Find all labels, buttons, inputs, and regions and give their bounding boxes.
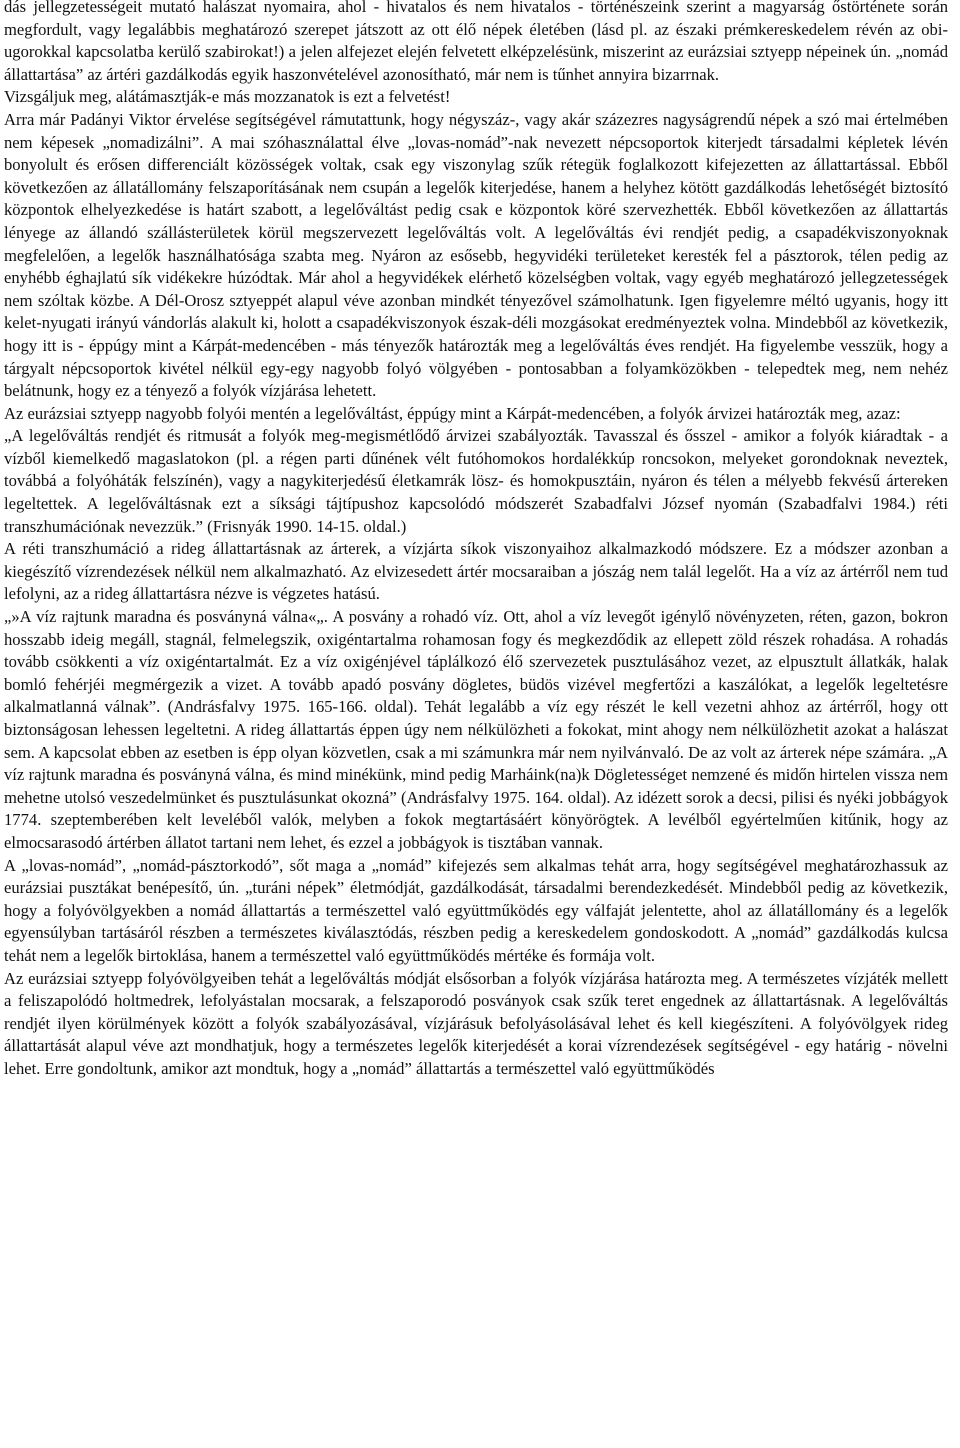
paragraph-3: Arra már Padányi Viktor érvelése segítségével rámutattunk, hogy négyszáz-, vagy akár százezres nagyságrendű népek a szó mai értelmében nem képesek „nomadizálni”. A mai szóhasználattal élve „lovas-nomád”-nak nevezett népcsoportok kiterjedt társadalmi képletek lévén bonyolult és erősen differenciált közösségek voltak, csak egy viszonylag szűk rétegük foglalkozott kifejezetten az állattartással. Ebből következően az állatállomány felszaporításának nem csupán a legelők kiterjedése, hanem a helyhez kötött gazdálkodás lehetőségét biztosító központok elhelyezkedése is határt szabott, a legelőváltást pedig csak e központok köré szervezhették. Ebből következően az állattartás lényege az állandó szállásterületek körül megszervezett legelőváltás volt. A legelőváltás évi rendjét pedig, a csapadékviszonyoknak megfelelően, a legelők használhatósága szabta meg. Nyáron az esősebb, hegyvidéki területeket keresték fel a pásztorok, télen pedig az enyhébb éghajlatú sík vidékekre húzódtak. Már ahol a hegyvidékek elérhető közelségben voltak, vagy egyéb meghatározó jellegzetességek nem szóltak közbe. A Dél-Orosz sztyeppét alapul véve azonban mindkét tényezővel számolhatunk. Igen figyelemre méltó ugyanis, hogy itt kelet-nyugati irányú vándorlás alakult ki, holott a csapadékviszonyok észak-déli mozgásokat eredményeztek volna. Mindebből az következik, hogy itt is - éppúgy mint a Kárpát-medencében - más tényezők határozták meg a legelőváltás éves rendjét. Ha figyelembe vesszük, hogy a tárgyalt népcsoportok kivétel nélkül egy-egy nagyobb folyó völgyében - pontosabban a folyamközökben - telepedtek meg, nem nehéz belátnunk, hogy ez a tényező a folyók vízjárása lehetett. (4, 109, 948, 401)
paragraph-1: dás jellegzetességeit mutató halászat nyomaira, ahol - hivatalos és nem hivatalos - történészeink szerint a magyarság őstörténete során megfordult, vagy legalábbis meghatározó szerepet játszott az ott élő népek életében (lásd pl. az északi prémkereskedelem révén az obi-ugorokkal kapcsolatba kerülő szabirokat!) a jelen alfejezet elején felvetett elképzelésünk, miszerint az eurázsiai sztyepp népeinek ún. „nomád állattartása” az ártéri gazdálkodás egyik haszonvételével azonosítható, már nem is tűnhet annyira bizarrnak. (4, 0, 948, 84)
paragraph-2: Vizsgáljuk meg, alátámasztják-e más mozzanatok is ezt a felvetést! (4, 87, 451, 107)
quote-paragraph: „A legelőváltás rendjét és ritmusát a folyók meg-megismétlődő árvizei szabályozták. Tavasszal és ősszel - amikor a folyók kiáradtak - a vízből kiemelkedő magaslatokon (pl. a régen parti dűnének vélt futóhomokos hordalékkúp roncsokon, melyeket gorondoknak neveztek, továbbá a folyóháták felszínén), vagy a nagykiterjedésű életkamrák lösz- és homokpusztáin, nyáron és télen a mélyebb fekvésű ártereken legeltettek. A legelőváltásnak ezt a síksági tájtípushoz kapcsolódó módszerét Szabadfalvi József nyomán (Szabadfalvi 1984.) réti transzhumációnak nevezzük.” (Frisnyák 1990. 14-15. oldal.) (4, 426, 948, 536)
paragraph-7: „»A víz rajtunk maradna és posványná válna«„. A posvány a rohadó víz. Ott, ahol a víz levegőt igénylő növényzeten, réten, gazon, bokron hosszabb ideig megáll, stagnál, felmelegszik, oxigéntartalma rohamosan fogy és megkezdődik az ellepett zöld részek rohadása. A rohadás tovább csökkenti a víz oxigéntartalmát. Ez a víz oxigénjével táplálkozó élő szervezetek pusztulásához vezet, az elpusztult állatkák, halak bomló fehérjéi megmérgezik a vizet. A tovább apadó posvány dögletes, büdös vizével megfertőzi a kaszálókat, a legelők legeltetésre alkalmatlanná válnak”. (Andrásfalvy 1975. 165-166. oldal). Tehát legalább a víz egy részét le kell vezetni ahhoz az ártérről, hogy ott biztonságosan lehessen legeltetni. A rideg állattartás éppen úgy nem nélkülözheti a fokokat, mint ahogy nem nélkülözhetit azokat a halászat sem. A kapcsolat ebben az esetben is épp olyan közvetlen, csak a mi számunkra már nem nyilvánvaló. De az volt az árterek népe számára. „A víz rajtunk maradna és posványná válna, és mind minékünk, mind pedig Marháink(na)k Dögletességet nemzené és midőn hirtelen vissza nem mehetne utolsó veszedelmünket és pusztulásunkat okozná” (Andrásfalvy 1975. 164. oldal). Az idézett sorok a decsi, pilisi és nyéki jobbágyok 1774. szeptemberében kelt leveléből valók, melyben a fokok megtartásáért könyörögtek. A levélből egyértelműen kitűnik, hogy az elmocsarasodó ártérben állatot tartani nem lehet, és ezzel a jobbágyok is tisztában vannak. (4, 607, 948, 852)
paragraph-6: A réti transzhumáció a rideg állattartásnak az árterek, a vízjárta síkok viszonyaihoz alkalmazkodó módszere. Ez a módszer azonban a kiegészítő vízrendezések nélkül nem alkalmazható. Az elvizesedett ártér mocsaraiban a jószág nem talál legelőt. Ha a víz az ártérről nem tud lefolyni, az a rideg állattartásra nézve is végzetes hatású. (4, 539, 948, 604)
paragraph-8: A „lovas-nomád”, „nomád-pásztorkodó”, sőt maga a „nomád” kifejezés sem alkalmas tehát arra, hogy segítségével meghatározhassuk az eurázsiai pusztákat benépesítő, ún. „turáni népek” életmódját, gazdálkodását, társadalmi berendezkedését. Mindebből pedig az következik, hogy a folyóvölgyekben a nomád állattartás a természettel való együttműködés egy válfaját jelentette, ahol az állatállomány és a legelők egyensúlyban tartásáról részben a természetes kiválasztódás, részben pedig a kereskedelem gondoskodott. A „nomád” gazdálkodás kulcsa tehát nem a legelők birtoklása, hanem a természettel való együttműködés mértéke és formája volt. (4, 855, 948, 965)
paragraph-4: Az eurázsiai sztyepp nagyobb folyói mentén a legelőváltást, éppúgy mint a Kárpát-medencében, a folyók árvizei határozták meg, azaz: (4, 403, 901, 423)
paragraph-9: Az eurázsiai sztyepp folyóvölgyeiben tehát a legelőváltás módját elsősorban a folyók vízjárása határozta meg. A természetes vízjáték mellett a feliszapolódó holtmedrek, lefolyástalan mocsarak, a felszaporodó posványok csak szűk teret engednek az állattartásnak. A legelőváltás rendjét ilyen körülmények között a folyók szabályozásával, vízjárásuk befolyásolásával lehet és kell kiegészíteni. A folyóvölgyek rideg állattartását alapul véve azt mondhatjuk, hogy a természetes legelők kiterjedését a korai vízrendezések segítségével - egy határig - növelni lehet. Erre gondoltunk, amikor azt mondtuk, hogy a „nomád” állattartás a természettel való együttműködés (4, 968, 948, 1078)
